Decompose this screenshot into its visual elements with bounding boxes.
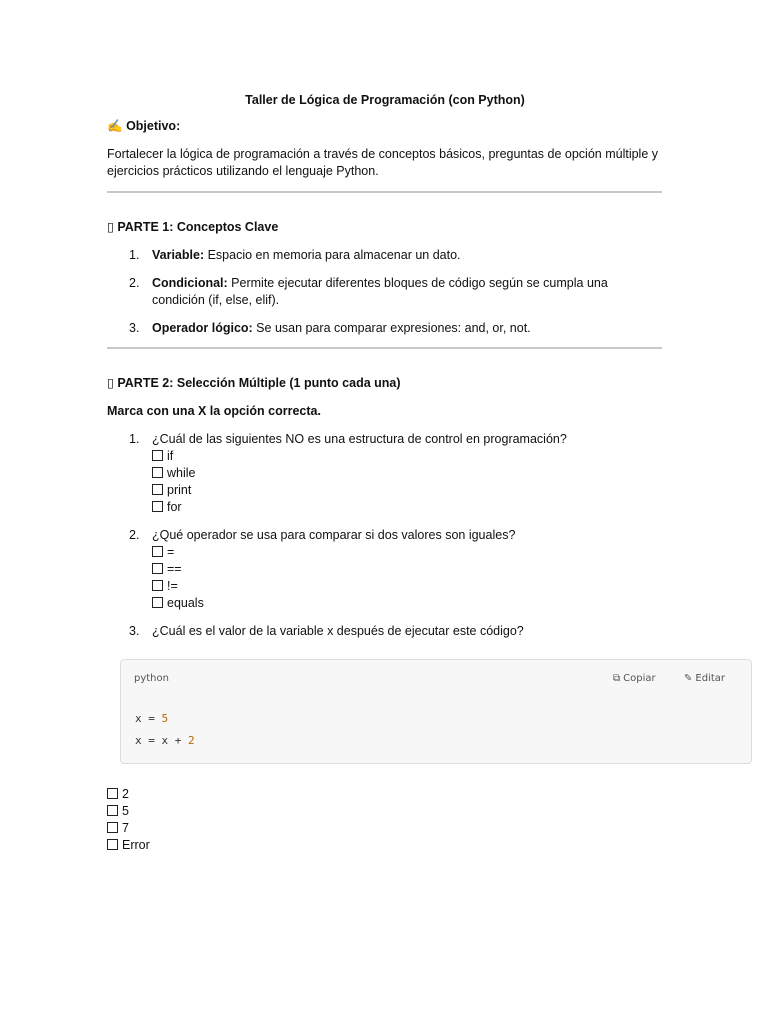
code-language-label: python — [134, 673, 169, 684]
concept-description: Espacio en memoria para almacenar un dato. — [204, 248, 461, 262]
placeholder-glyph-icon: ▯ — [107, 376, 114, 390]
checkbox-icon[interactable] — [107, 839, 118, 850]
question-item — [107, 527, 663, 612]
question-number: 2. — [129, 528, 140, 542]
option[interactable] — [152, 561, 663, 578]
divider — [107, 347, 662, 349]
part2-heading — [107, 375, 401, 392]
part1-heading — [107, 219, 278, 236]
checkbox-icon[interactable] — [152, 597, 163, 608]
checkbox-icon[interactable] — [107, 805, 118, 816]
concept-term: Variable: — [152, 248, 205, 262]
question3-options — [107, 786, 150, 854]
option-label: while — [167, 466, 196, 480]
code-token: = — [141, 712, 162, 725]
code-block — [120, 659, 752, 764]
question-item — [107, 431, 663, 516]
checkbox-icon[interactable] — [152, 563, 163, 574]
concept-term: Condicional: — [152, 276, 228, 290]
code-number: 2 — [187, 734, 195, 747]
objective-heading — [107, 118, 180, 135]
option[interactable] — [152, 595, 663, 612]
objective-label: Objetivo: — [126, 119, 181, 133]
list-number: 3. — [129, 321, 140, 335]
list-item — [107, 247, 663, 264]
option-label: for — [167, 500, 182, 514]
part1-heading-text: PARTE 1: Conceptos Clave — [117, 220, 279, 234]
list-number: 1. — [129, 248, 140, 262]
option[interactable] — [152, 499, 663, 516]
option-label: = — [167, 545, 175, 559]
list-item — [107, 275, 663, 309]
concept-description: Permite ejecutar diferentes bloques de código según se cumpla una condición (if, else, elif). — [152, 276, 608, 307]
option[interactable] — [152, 482, 663, 499]
option[interactable] — [152, 578, 663, 595]
code-line — [135, 732, 195, 749]
writing-hand-icon: ✍ — [107, 119, 123, 133]
question-number: 1. — [129, 432, 140, 446]
objective-text: Fortalecer la lógica de programación a través de conceptos básicos, preguntas de opción múltiple y ejercicios prácticos utilizando el lenguaje Python. — [107, 147, 659, 178]
concepts-list — [107, 247, 663, 337]
option-label: print — [167, 483, 192, 497]
option[interactable] — [107, 820, 150, 837]
question-item — [107, 623, 663, 640]
option-label: == — [167, 562, 182, 576]
option[interactable] — [107, 786, 150, 803]
instruction: Marca con una X la opción correcta. — [107, 404, 321, 418]
code-token: x = x + — [135, 734, 188, 747]
option[interactable] — [107, 803, 150, 820]
concept-term: Operador lógico: — [152, 321, 253, 335]
checkbox-icon[interactable] — [152, 484, 163, 495]
questions-list — [107, 431, 663, 640]
option-label: equals — [167, 596, 204, 610]
code-number: 5 — [161, 712, 169, 725]
pencil-icon: ✎ — [684, 673, 693, 684]
option[interactable] — [152, 544, 663, 561]
checkbox-icon[interactable] — [152, 450, 163, 461]
checkbox-icon[interactable] — [152, 501, 163, 512]
divider — [107, 191, 662, 193]
option[interactable] — [107, 837, 150, 854]
option-label: 5 — [122, 804, 129, 818]
edit-button[interactable] — [684, 670, 725, 687]
code-token: x — [135, 712, 142, 725]
checkbox-icon[interactable] — [152, 580, 163, 591]
list-item — [107, 320, 663, 337]
checkbox-icon[interactable] — [107, 788, 118, 799]
option-label: Error — [122, 838, 150, 852]
option-label: 2 — [122, 787, 129, 801]
copy-button[interactable] — [613, 670, 656, 687]
question-text: ¿Cuál de las siguientes NO es una estructura de control en programación? — [152, 432, 567, 446]
part2-heading-text: PARTE 2: Selección Múltiple (1 punto cada una) — [117, 376, 401, 390]
question-text: ¿Cuál es el valor de la variable x después de ejecutar este código? — [152, 624, 524, 638]
option[interactable] — [152, 465, 663, 482]
option-label: != — [167, 579, 178, 593]
option-label: if — [167, 449, 174, 463]
question-number: 3. — [129, 624, 140, 638]
question-text: ¿Qué operador se usa para comparar si dos valores son iguales? — [152, 528, 516, 542]
list-number: 2. — [129, 276, 140, 290]
copy-label: Copiar — [623, 673, 656, 684]
document-title: Taller de Lógica de Programación (con Python) — [245, 93, 525, 107]
option-label: 7 — [122, 821, 129, 835]
code-line — [135, 710, 168, 727]
checkbox-icon[interactable] — [152, 467, 163, 478]
checkbox-icon[interactable] — [152, 546, 163, 557]
checkbox-icon[interactable] — [107, 822, 118, 833]
copy-icon: ⧉ — [613, 673, 621, 684]
concept-description: Se usan para comparar expresiones: and, or, not. — [252, 321, 531, 335]
option[interactable] — [152, 448, 663, 465]
placeholder-glyph-icon: ▯ — [107, 220, 114, 234]
edit-label: Editar — [695, 673, 725, 684]
